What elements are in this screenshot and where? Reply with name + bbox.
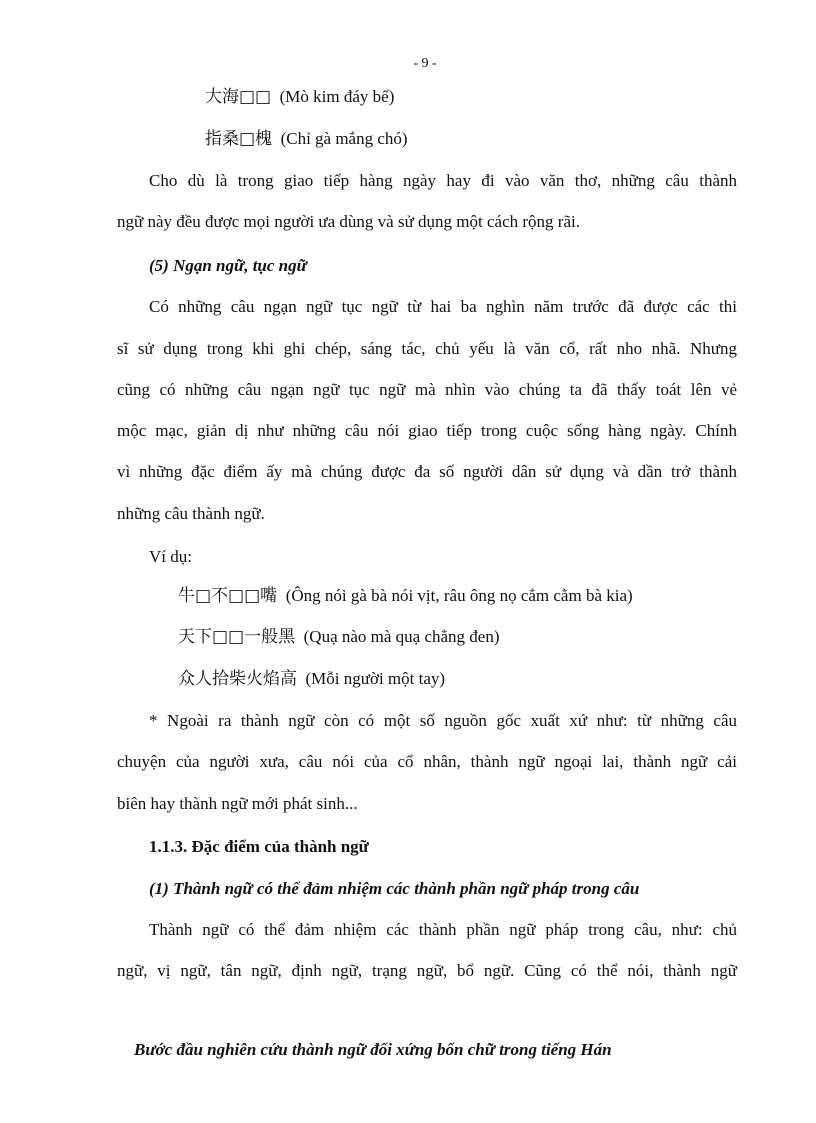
example-label: Ví dụ: [149, 547, 192, 566]
chinese-idiom: 众人拾柴火焰高 [178, 669, 297, 689]
paragraph-line: ngữ này đều được mọi người ưa dùng và sử dụng một cách rộng rãi. [117, 212, 580, 231]
page-number: - 9 - [413, 56, 437, 71]
paragraph-line: Thành ngữ có thể đảm nhiệm các thành phần ngữ pháp trong câu, như: chủ [149, 920, 737, 939]
section-heading: 1.1.3. Đặc điểm của thành ngữ [149, 837, 369, 856]
paragraph-line: chuyện của người xưa, câu nói của cổ nhân, thành ngữ ngoại lai, thành ngữ cải [117, 752, 737, 771]
paragraph-line: những câu thành ngữ. [117, 504, 265, 523]
example-item [178, 628, 500, 646]
paragraph-line: Cho dù là trong giao tiếp hàng ngày hay đi vào văn thơ, những câu thành [149, 171, 737, 190]
vietnamese-translation: (Quạ nào mà quạ chẳng đen) [303, 627, 500, 646]
example-item [178, 670, 445, 688]
subsection-heading: (1) Thành ngữ có thể đảm nhiệm các thành phần ngữ pháp trong câu [149, 879, 640, 898]
chinese-idiom: 大海□□ [205, 87, 272, 107]
paragraph-line: vì những đặc điểm ấy mà chúng được đa số người dân sử dụng và dần trở thành [117, 462, 737, 481]
chinese-idiom: 牛□不□□嘴 [178, 586, 278, 606]
vietnamese-translation: (Chỉ gà mắng chó) [280, 129, 408, 148]
paragraph-line: Có những câu ngạn ngữ tục ngữ từ hai ba nghìn năm trước đã được các thi [149, 297, 737, 316]
example-item [205, 88, 394, 106]
vietnamese-translation: (Mỗi người một tay) [305, 669, 446, 688]
page-footer: Bước đầu nghiên cứu thành ngữ đối xứng bốn chữ trong tiếng Hán [134, 1040, 612, 1059]
paragraph-line: * Ngoài ra thành ngữ còn có một số nguồn gốc xuất xứ như: từ những câu [149, 711, 737, 730]
paragraph-line: cũng có những câu ngạn ngữ tục ngữ mà nhìn vào chúng ta đã thấy toát lên vẻ [117, 380, 737, 399]
paragraph-line: mộc mạc, giản dị như những câu nói giao tiếp trong cuộc sống hàng ngày. Chính [117, 421, 737, 440]
example-item [205, 130, 408, 148]
vietnamese-translation: (Mò kim đáy bể) [279, 87, 395, 106]
chinese-idiom: 指桑□槐 [205, 129, 273, 149]
paragraph-line: sĩ sử dụng trong khi ghi chép, sáng tác, chủ yếu là văn cổ, rất nho nhã. Nhưng [117, 339, 737, 358]
paragraph-line: biên hay thành ngữ mới phát sinh... [117, 794, 358, 813]
paragraph-line: ngữ, vị ngữ, tân ngữ, định ngữ, trạng ngữ, bổ ngữ. Cũng có thể nói, thành ngữ [117, 961, 737, 980]
vietnamese-translation: (Ông nói gà bà nói vịt, râu ông nọ cắm cằm bà kia) [285, 586, 633, 605]
example-item [178, 587, 633, 605]
chinese-idiom: 天下□□一般黑 [178, 627, 296, 647]
subsection-heading: (5) Ngạn ngữ, tục ngữ [149, 256, 307, 275]
